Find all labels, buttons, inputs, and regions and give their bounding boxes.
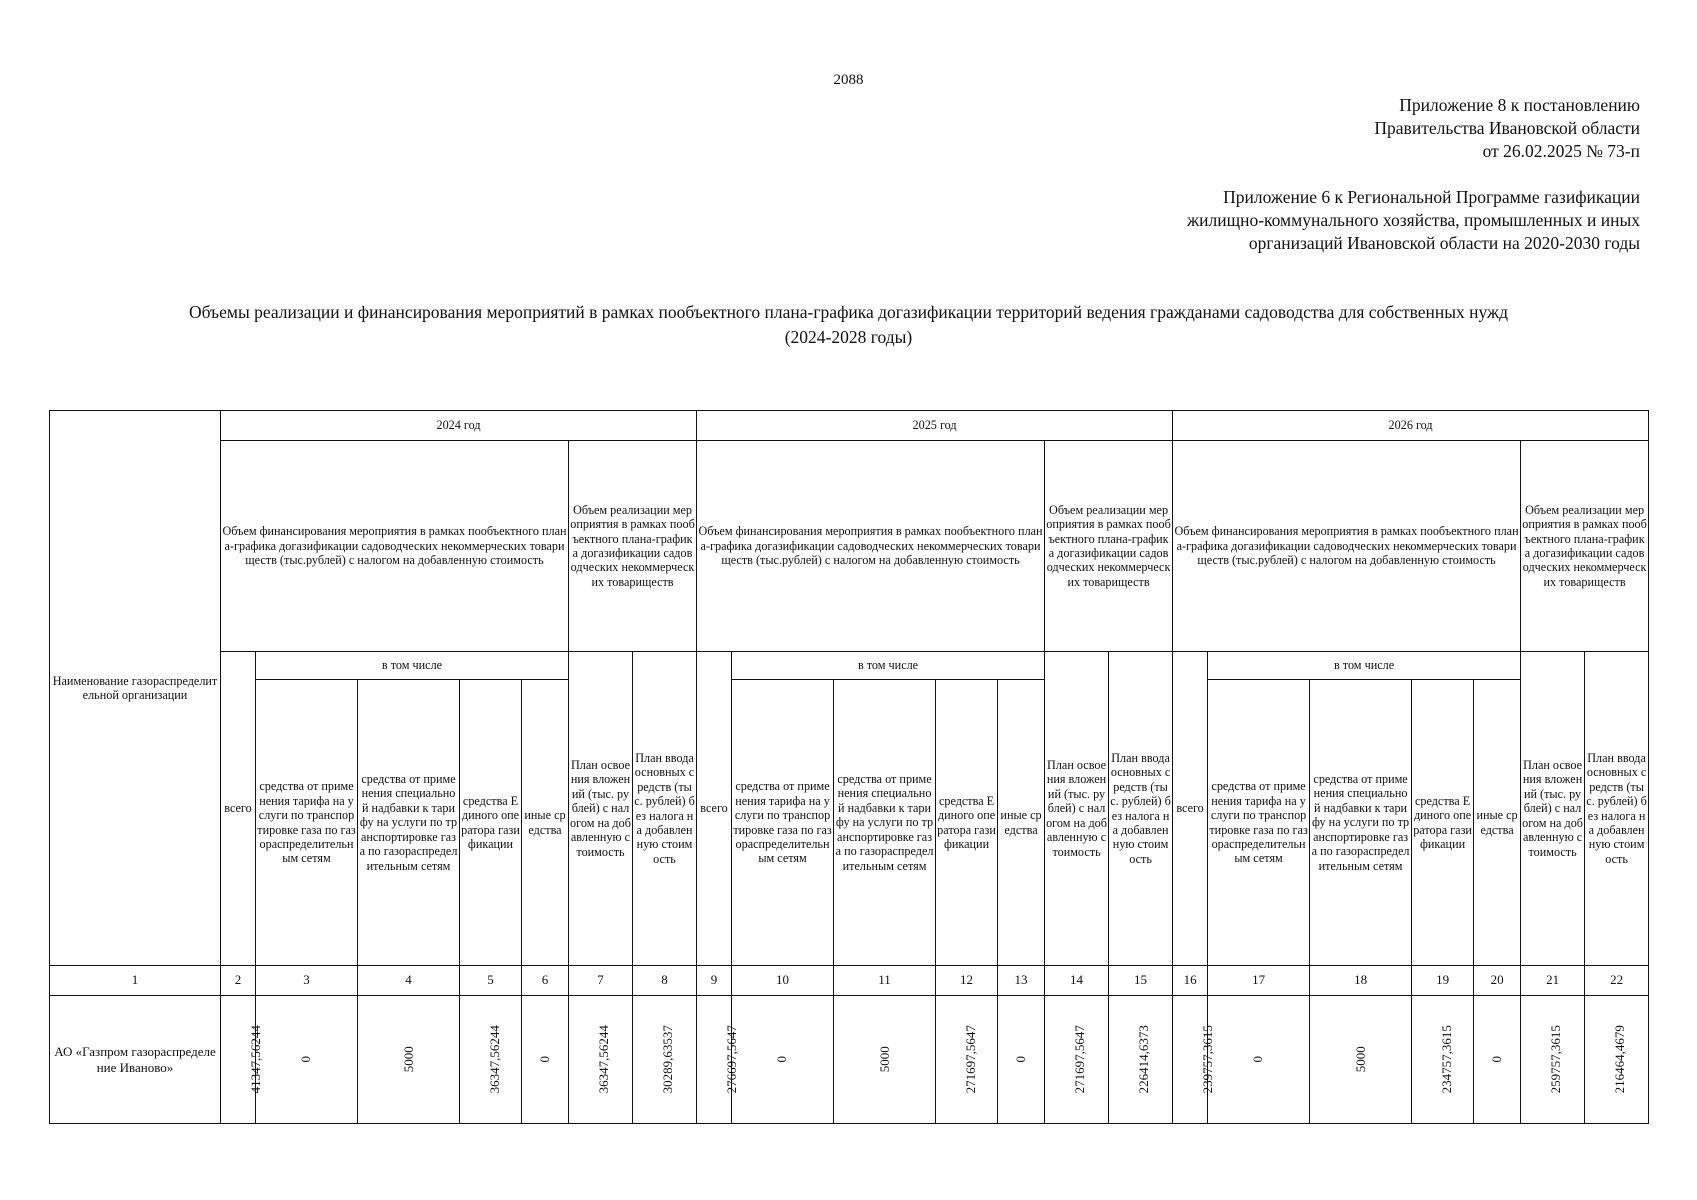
value-cell bbox=[1173, 996, 1215, 1124]
value-cell bbox=[522, 996, 569, 1124]
approval-line: Правительства Ивановской области bbox=[1374, 118, 1640, 138]
volume-header: Объем реализации мероприятия в рамках пообъектного плана-графика догазификации садоводческих некоммерческих товариществ bbox=[1521, 441, 1649, 652]
value-text: 226414,6373 bbox=[1135, 1025, 1151, 1094]
year-header: 2026 год bbox=[1173, 411, 1649, 441]
approval-line: от 26.02.2025 № 73-п bbox=[1482, 141, 1640, 161]
other-funds-header: иные средства bbox=[522, 680, 569, 966]
value-cell bbox=[1045, 996, 1109, 1124]
column-number: 19 bbox=[1412, 966, 1474, 996]
plan-assets-header: План ввода основных средств (тыс. рублей) без налога на добавленную стоимость bbox=[1109, 652, 1173, 966]
tariff-header: средства от применения тарифа на услуги по транспортировке газа по газораспределительным сетям bbox=[1208, 680, 1310, 966]
org-name-cell: АО «Газпром газораспределение Иваново» bbox=[50, 996, 221, 1124]
plan-invest-header: План освоения вложений (тыс. рублей) с налогом на добавленную стоимость bbox=[569, 652, 633, 966]
operator-header: средства Единого оператора газификации bbox=[1412, 680, 1474, 966]
column-number: 5 bbox=[460, 966, 522, 996]
value-cell bbox=[1208, 996, 1310, 1124]
operator-header: средства Единого оператора газификации bbox=[460, 680, 522, 966]
value-cell bbox=[697, 996, 739, 1124]
approval-line: Приложение 6 к Региональной Программе газификации bbox=[1223, 187, 1640, 207]
value-cell bbox=[1474, 996, 1521, 1124]
column-number: 11 bbox=[834, 966, 936, 996]
column-number: 3 bbox=[256, 966, 358, 996]
value-text: 0 bbox=[1488, 1056, 1504, 1063]
header-row-subcolumns bbox=[50, 680, 1649, 966]
value-cell bbox=[936, 996, 998, 1124]
total-header: всего bbox=[697, 652, 732, 966]
title-line: Объемы реализации и финансирования мероприятий в рамках пообъектного плана-графика догазификации территорий ведения гражданами садоводства для собственных нужд bbox=[188, 302, 1509, 322]
tariff-header: средства от применения тарифа на услуги по транспортировке газа по газораспределительным сетям bbox=[256, 680, 358, 966]
finance-header: Объем финансирования мероприятия в рамках пообъектного плана-графика догазификации садоводческих некоммерческих товариществ (тыс.рублей) с налогом на добавленную стоимость bbox=[221, 441, 569, 652]
column-number: 18 bbox=[1310, 966, 1412, 996]
column-number: 4 bbox=[358, 966, 460, 996]
value-text: 216464,4679 bbox=[1611, 1025, 1627, 1094]
value-text: 0 bbox=[1250, 1056, 1266, 1063]
value-text: 36347,56244 bbox=[486, 1025, 502, 1094]
column-number: 21 bbox=[1521, 966, 1585, 996]
approval-line: жилищно-коммунального хозяйства, промышленных и иных bbox=[1187, 210, 1640, 230]
approval-line: Приложение 8 к постановлению bbox=[1399, 95, 1640, 115]
value-text: 0 bbox=[536, 1056, 552, 1063]
surcharge-header: средства от применения специальной надбавки к тарифу на услуги по транспортировке газа по газораспределительным сетям bbox=[358, 680, 460, 966]
plan-assets-header: План ввода основных средств (тыс. рублей) без налога на добавленную стоимость bbox=[633, 652, 697, 966]
other-funds-header: иные средства bbox=[1474, 680, 1521, 966]
including-header: в том числе bbox=[1208, 652, 1521, 680]
column-number: 17 bbox=[1208, 966, 1310, 996]
value-cell bbox=[998, 996, 1045, 1124]
column-number: 16 bbox=[1173, 966, 1208, 996]
volume-header: Объем реализации мероприятия в рамках пообъектного плана-графика догазификации садоводческих некоммерческих товариществ bbox=[1045, 441, 1173, 652]
value-text: 271697,5647 bbox=[1071, 1025, 1087, 1094]
column-number: 7 bbox=[569, 966, 633, 996]
column-number-row bbox=[50, 966, 1649, 996]
plan-invest-header: План освоения вложений (тыс. рублей) с налогом на добавленную стоимость bbox=[1045, 652, 1109, 966]
column-number: 6 bbox=[522, 966, 569, 996]
operator-header: средства Единого оператора газификации bbox=[936, 680, 998, 966]
table-row bbox=[50, 996, 1649, 1124]
volume-header: Объем реализации мероприятия в рамках пообъектного плана-графика догазификации садоводческих некоммерческих товариществ bbox=[569, 441, 697, 652]
approval-block-1 bbox=[1374, 94, 1640, 163]
value-cell bbox=[1585, 996, 1649, 1124]
org-name-header: Наименование газораспределительной организации bbox=[50, 411, 221, 966]
column-number: 8 bbox=[633, 966, 697, 996]
value-cell bbox=[834, 996, 936, 1124]
value-cell bbox=[732, 996, 834, 1124]
page-number: 2088 bbox=[833, 72, 864, 88]
finance-header: Объем финансирования мероприятия в рамках пообъектного плана-графика догазификации садоводческих некоммерческих товариществ (тыс.рублей) с налогом на добавленную стоимость bbox=[697, 441, 1045, 652]
header-row-years bbox=[50, 411, 1649, 441]
plan-invest-header: План освоения вложений (тыс. рублей) с налогом на добавленную стоимость bbox=[1521, 652, 1585, 966]
including-header: в том числе bbox=[256, 652, 569, 680]
column-number: 10 bbox=[732, 966, 834, 996]
column-number: 2 bbox=[221, 966, 256, 996]
value-cell bbox=[1521, 996, 1585, 1124]
surcharge-header: средства от применения специальной надбавки к тарифу на услуги по транспортировке газа по газораспределительным сетям bbox=[834, 680, 936, 966]
value-cell bbox=[1310, 996, 1412, 1124]
value-cell bbox=[358, 996, 460, 1124]
approval-block-2 bbox=[1187, 186, 1640, 255]
value-text: 5000 bbox=[1352, 1046, 1368, 1073]
column-number: 13 bbox=[998, 966, 1045, 996]
column-number: 9 bbox=[697, 966, 732, 996]
value-text: 41347,56244 bbox=[247, 1025, 263, 1094]
year-header: 2025 год bbox=[697, 411, 1173, 441]
value-text: 259757,3615 bbox=[1547, 1025, 1563, 1094]
column-number: 1 bbox=[50, 966, 221, 996]
column-number: 22 bbox=[1585, 966, 1649, 996]
value-text: 276697,5647 bbox=[723, 1025, 739, 1094]
value-text: 234757,3615 bbox=[1438, 1025, 1454, 1094]
column-number: 20 bbox=[1474, 966, 1521, 996]
value-cell bbox=[460, 996, 522, 1124]
total-header: всего bbox=[1173, 652, 1208, 966]
value-text: 30289,63537 bbox=[659, 1025, 675, 1094]
value-text: 0 bbox=[1012, 1056, 1028, 1063]
value-text: 0 bbox=[298, 1056, 314, 1063]
value-cell bbox=[256, 996, 358, 1124]
other-funds-header: иные средства bbox=[998, 680, 1045, 966]
value-cell bbox=[633, 996, 697, 1124]
column-number: 14 bbox=[1045, 966, 1109, 996]
value-text: 239757,3615 bbox=[1199, 1025, 1215, 1094]
document-title bbox=[70, 300, 1627, 350]
value-text: 36347,56244 bbox=[595, 1025, 611, 1094]
header-row-including bbox=[50, 652, 1649, 680]
value-cell bbox=[569, 996, 633, 1124]
finance-header: Объем финансирования мероприятия в рамках пообъектного плана-графика догазификации садоводческих некоммерческих товариществ (тыс.рублей) с налогом на добавленную стоимость bbox=[1173, 441, 1521, 652]
value-cell bbox=[1109, 996, 1173, 1124]
header-row-groups bbox=[50, 441, 1649, 652]
surcharge-header: средства от применения специальной надбавки к тарифу на услуги по транспортировке газа по газораспределительным сетям bbox=[1310, 680, 1412, 966]
total-header: всего bbox=[221, 652, 256, 966]
column-number: 15 bbox=[1109, 966, 1173, 996]
title-line: (2024-2028 годы) bbox=[784, 327, 913, 347]
tariff-header: средства от применения тарифа на услуги по транспортировке газа по газораспределительным сетям bbox=[732, 680, 834, 966]
year-header: 2024 год bbox=[221, 411, 697, 441]
column-number: 12 bbox=[936, 966, 998, 996]
value-text: 0 bbox=[774, 1056, 790, 1063]
value-cell bbox=[221, 996, 263, 1124]
including-header: в том числе bbox=[732, 652, 1045, 680]
approval-line: организаций Ивановской области на 2020-2030 годы bbox=[1248, 233, 1640, 253]
table-body bbox=[50, 411, 1649, 1124]
value-text: 5000 bbox=[400, 1046, 416, 1073]
value-text: 5000 bbox=[876, 1046, 892, 1073]
value-cell bbox=[1412, 996, 1474, 1124]
value-text: 271697,5647 bbox=[962, 1025, 978, 1094]
plan-assets-header: План ввода основных средств (тыс. рублей) без налога на добавленную стоимость bbox=[1585, 652, 1649, 966]
financing-table bbox=[49, 410, 1649, 1124]
